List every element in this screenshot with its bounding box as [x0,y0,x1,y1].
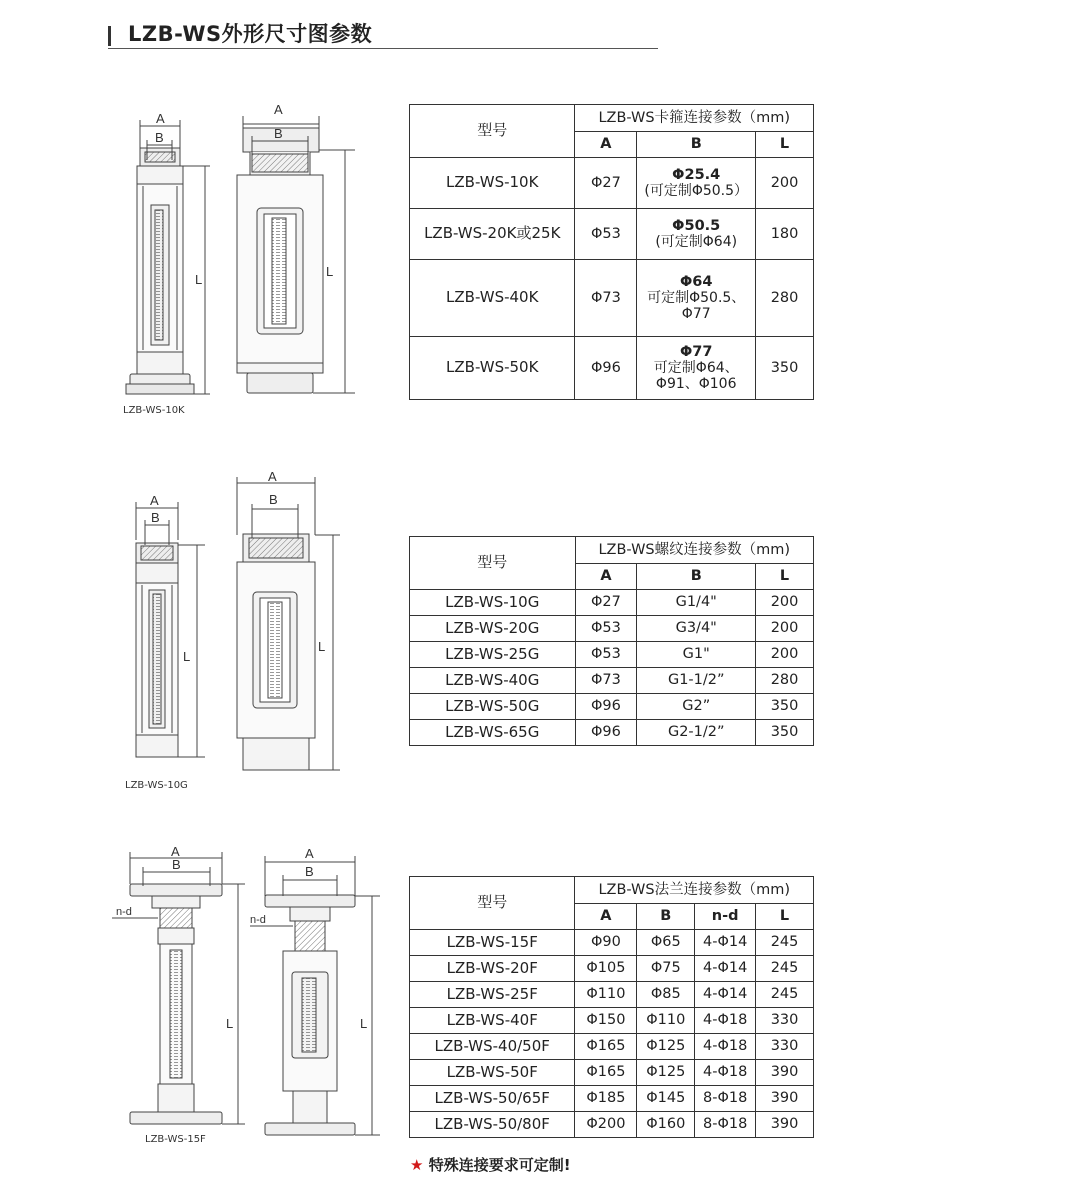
table-row [410,720,814,746]
nd-cell: 8-Φ18 [695,1112,756,1138]
l-cell: 245 [756,956,814,982]
b-sub-value: 可定制Φ64、 [653,360,739,377]
a-cell: Φ53 [575,616,637,642]
l-cell: 200 [756,642,814,668]
model-cell: LZB-WS-10G [410,590,576,616]
b-cell [637,158,756,209]
a-cell: Φ27 [575,590,637,616]
l-cell: 330 [756,1008,814,1034]
b-cell: G1" [637,642,756,668]
l-cell: 245 [756,930,814,956]
drawing-10g-large [237,477,340,770]
b-main-value: Φ77 [679,343,713,360]
a-cell: Φ27 [575,158,637,209]
b-cell: G3/4" [637,616,756,642]
drawing-10k-small [126,120,210,394]
fig2b-label-l: L [318,639,326,654]
column-header: B [637,132,756,158]
column-header: B [637,904,695,930]
l-cell: 200 [756,158,814,209]
column-header: L [756,904,814,930]
model-cell: LZB-WS-20K或25K [410,209,575,260]
group-header: LZB-WS卡箍连接参数（mm) [575,105,814,132]
column-header: L [756,564,814,590]
nd-cell: 4-Φ18 [695,1034,756,1060]
nd-cell: 8-Φ18 [695,1086,756,1112]
fig1-label-l: L [195,272,203,287]
l-cell: 245 [756,982,814,1008]
drawing-15f-small [112,852,245,1124]
a-cell: Φ105 [575,956,637,982]
model-header: 型号 [410,877,575,930]
a-cell: Φ73 [575,668,637,694]
fig2-label-a: A [150,493,159,508]
table-row [410,1086,814,1112]
b-cell: Φ160 [637,1112,695,1138]
l-cell: 390 [756,1060,814,1086]
b-sub-value: (可定制Φ50.5） [644,183,749,200]
l-cell: 390 [756,1112,814,1138]
figure-caption: LZB-WS-10K [123,405,185,416]
a-cell: Φ73 [575,260,637,337]
column-header: n-d [695,904,756,930]
b-main-value: Φ50.5 [672,217,721,234]
fig3-label-b: B [172,857,181,872]
a-cell: Φ96 [575,337,637,400]
page-title: LZB-WS外形尺寸图参数 [128,22,373,46]
b-cell: Φ75 [637,956,695,982]
nd-cell: 4-Φ18 [695,1008,756,1034]
b-sub-value: Φ77 [681,306,711,323]
model-cell: LZB-WS-20F [410,956,575,982]
drawing-10g-small [136,502,205,757]
model-cell: LZB-WS-25F [410,982,575,1008]
a-cell: Φ150 [575,1008,637,1034]
fig1b-label-a: A [274,102,283,117]
thread-parameter-table [409,536,814,746]
l-cell: 330 [756,1034,814,1060]
model-header: 型号 [410,105,575,158]
model-cell: LZB-WS-50K [410,337,575,400]
drawing-15f-large [250,856,380,1135]
fig3b-label-nd: n-d [250,914,266,926]
group-header: LZB-WS法兰连接参数（mm) [575,877,814,904]
l-cell: 280 [756,260,814,337]
b-cell: G2-1/2” [637,720,756,746]
drawing-10k-large [237,116,355,393]
a-cell: Φ96 [575,720,637,746]
fig3-label-nd: n-d [116,906,132,918]
table-row [410,642,814,668]
a-cell: Φ165 [575,1034,637,1060]
a-cell: Φ96 [575,694,637,720]
b-cell: Φ65 [637,930,695,956]
model-cell: LZB-WS-20G [410,616,576,642]
table-row [410,590,814,616]
fig3-label-a: A [171,844,180,859]
table-row [410,982,814,1008]
table-row [410,1112,814,1138]
column-header: A [575,132,637,158]
a-cell: Φ185 [575,1086,637,1112]
fig3b-label-l: L [360,1016,368,1031]
l-cell: 180 [756,209,814,260]
l-cell: 200 [756,616,814,642]
column-header: A [575,564,637,590]
b-cell: G1/4" [637,590,756,616]
table-row [410,158,814,209]
b-cell [637,337,756,400]
fig1-label-b: B [155,130,164,145]
b-sub-value: Φ91、Φ106 [655,376,737,393]
table-row [410,930,814,956]
fig3b-label-b: B [305,864,314,879]
l-cell: 280 [756,668,814,694]
b-cell: Φ125 [637,1060,695,1086]
figure-caption: LZB-WS-15F [145,1134,206,1145]
a-cell: Φ110 [575,982,637,1008]
model-cell: LZB-WS-50/65F [410,1086,575,1112]
fig2b-label-b: B [269,492,278,507]
a-cell: Φ53 [575,209,637,260]
l-cell: 350 [756,694,814,720]
a-cell: Φ200 [575,1112,637,1138]
b-cell: G1-1/2” [637,668,756,694]
clamp-parameter-table [409,104,814,400]
model-cell: LZB-WS-50G [410,694,576,720]
nd-cell: 4-Φ14 [695,982,756,1008]
l-cell: 390 [756,1086,814,1112]
table-row [410,209,814,260]
a-cell: Φ165 [575,1060,637,1086]
b-cell: Φ125 [637,1034,695,1060]
table-row [410,616,814,642]
column-header: B [637,564,756,590]
fig3b-label-a: A [305,846,314,861]
table-row [410,1008,814,1034]
nd-cell: 4-Φ14 [695,930,756,956]
l-cell: 350 [756,720,814,746]
fig2b-label-a: A [268,469,277,484]
custom-note-text: 特殊连接要求可定制! [428,1156,571,1174]
group-header: LZB-WS螺纹连接参数（mm) [575,537,814,564]
fig2-label-l: L [183,649,191,664]
table-row [410,694,814,720]
column-header: L [756,132,814,158]
fig1b-label-b: B [274,126,283,141]
model-cell: LZB-WS-40/50F [410,1034,575,1060]
fig1b-label-l: L [326,264,334,279]
b-sub-value: 可定制Φ50.5、 [647,290,746,307]
table-row [410,668,814,694]
model-cell: LZB-WS-10K [410,158,575,209]
model-cell: LZB-WS-40K [410,260,575,337]
table-row [410,1034,814,1060]
model-cell: LZB-WS-50/80F [410,1112,575,1138]
custom-note [410,1154,571,1175]
b-main-value: Φ25.4 [672,166,721,183]
model-cell: LZB-WS-40G [410,668,576,694]
nd-cell: 4-Φ18 [695,1060,756,1086]
a-cell: Φ53 [575,642,637,668]
b-main-value: Φ64 [679,273,713,290]
l-cell: 350 [756,337,814,400]
l-cell: 200 [756,590,814,616]
nd-cell: 4-Φ14 [695,956,756,982]
b-cell: Φ145 [637,1086,695,1112]
model-cell: LZB-WS-50F [410,1060,575,1086]
fig1-label-a: A [156,111,165,126]
b-cell [637,209,756,260]
table-row [410,337,814,400]
column-header: A [575,904,637,930]
model-cell: LZB-WS-40F [410,1008,575,1034]
b-cell: Φ85 [637,982,695,1008]
star-icon: ★ [410,1156,424,1174]
table-row [410,260,814,337]
model-header: 型号 [410,537,576,590]
a-cell: Φ90 [575,930,637,956]
model-cell: LZB-WS-65G [410,720,576,746]
fig2-label-b: B [151,510,160,525]
b-sub-value: (可定制Φ64) [655,234,738,251]
fig3-label-l: L [226,1016,234,1031]
figure-caption: LZB-WS-10G [125,780,188,791]
model-cell: LZB-WS-15F [410,930,575,956]
table-row [410,956,814,982]
table-row [410,1060,814,1086]
b-cell [637,260,756,337]
b-cell: Φ110 [637,1008,695,1034]
b-cell: G2” [637,694,756,720]
flange-parameter-table [409,876,814,1138]
model-cell: LZB-WS-25G [410,642,576,668]
